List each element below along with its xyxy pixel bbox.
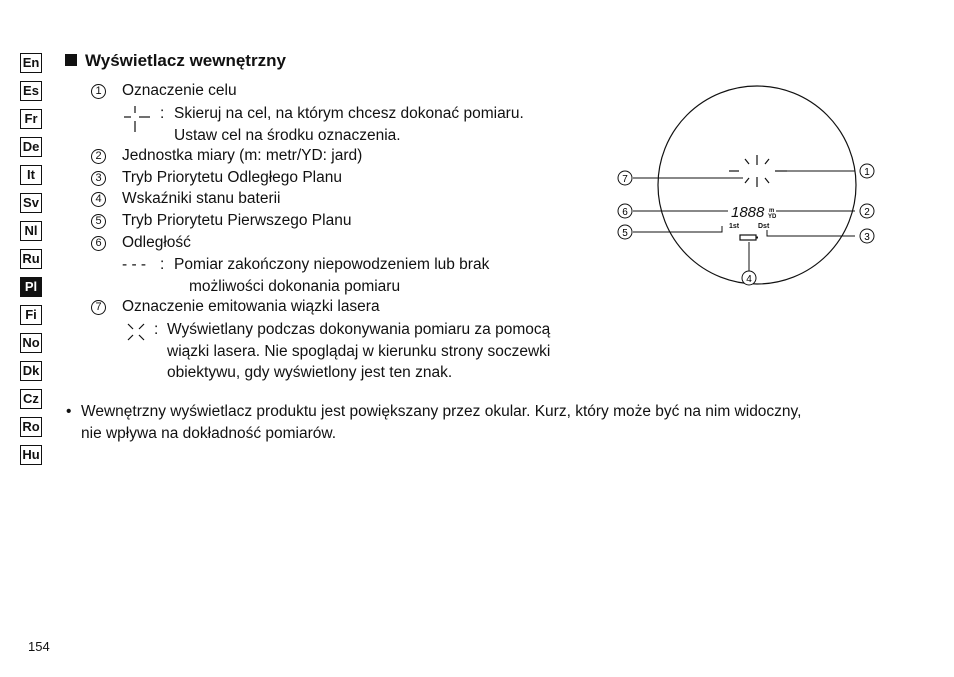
callout-4	[742, 271, 756, 285]
bullet-icon: •	[66, 403, 72, 420]
item-number: 6	[91, 236, 106, 251]
svg-text:5: 5	[622, 228, 628, 239]
item-number: 5	[91, 214, 106, 229]
svg-text:1: 1	[864, 167, 870, 178]
mode-dist: Dst	[758, 223, 770, 230]
colon: :	[160, 105, 165, 122]
unit-m: m	[769, 208, 775, 214]
dash-symbol: - - -	[122, 256, 147, 273]
lang-tab-sv[interactable]: Sv	[20, 193, 42, 213]
colon: :	[160, 256, 165, 273]
item-desc-line: Wyświetlany podczas dokonywania pomiaru za pomocą	[167, 321, 551, 338]
lang-tab-fi[interactable]: Fi	[20, 305, 42, 325]
lang-tab-ro[interactable]: Ro	[20, 417, 42, 437]
battery-icon	[740, 235, 756, 240]
item-label: Odległość	[122, 234, 191, 251]
item-label: Tryb Priorytetu Pierwszego Planu	[122, 212, 352, 229]
lang-tab-ru[interactable]: Ru	[20, 249, 42, 269]
display-diagram	[600, 85, 900, 290]
item-label: Jednostka miary (m: metr/YD: jard)	[122, 147, 363, 164]
item-desc-line: Skieruj na cel, na którym chcesz dokonać pomiaru.	[174, 105, 524, 122]
lang-tab-dk[interactable]: Dk	[20, 361, 42, 381]
item-desc-line: Pomiar zakończony niepowodzeniem lub brak	[174, 256, 490, 273]
mode-first: 1st	[729, 223, 740, 230]
item-desc-line: Ustaw cel na środku oznaczenia.	[174, 127, 401, 144]
item-number: 2	[91, 149, 106, 164]
callout-7	[618, 171, 632, 185]
svg-text:6: 6	[622, 207, 628, 218]
item-number: 3	[91, 171, 106, 186]
callout-2	[860, 204, 874, 218]
unit-yd: YD	[768, 214, 777, 220]
lang-tab-de[interactable]: De	[20, 137, 42, 157]
svg-text:7: 7	[622, 174, 628, 185]
bullet-note-line: Wewnętrzny wyświetlacz produktu jest powiększany przez okular. Kurz, który może być na nim widoczny,	[81, 403, 802, 420]
item-desc-line: możliwości dokonania pomiaru	[189, 278, 401, 295]
section-title: Wyświetlacz wewnętrzny	[65, 51, 286, 71]
lang-tab-it[interactable]: It	[20, 165, 42, 185]
lang-tab-en[interactable]: En	[20, 53, 42, 73]
lang-tab-no[interactable]: No	[20, 333, 42, 353]
svg-text:2: 2	[864, 207, 870, 218]
callout-5	[618, 225, 632, 239]
square-bullet-icon	[65, 54, 77, 66]
distance-display: 1888	[731, 204, 765, 221]
lang-tab-hu[interactable]: Hu	[20, 445, 42, 465]
svg-text:4: 4	[746, 274, 752, 285]
svg-text:3: 3	[864, 232, 870, 243]
item-number: 4	[91, 192, 106, 207]
item-desc-line: wiązki lasera. Nie spoglądaj w kierunku strony soczewki	[167, 343, 551, 360]
target-mark-icon	[122, 104, 152, 134]
lang-tab-nl[interactable]: Nl	[20, 221, 42, 241]
item-label: Wskaźniki stanu baterii	[122, 190, 281, 207]
item-number: 1	[91, 84, 106, 99]
bullet-note-line: nie wpływa na dokładność pomiarów.	[81, 425, 337, 442]
item-label: Oznaczenie celu	[122, 82, 237, 99]
lang-tab-pl[interactable]: Pl	[20, 277, 42, 297]
item-label: Tryb Priorytetu Odległego Planu	[122, 169, 342, 186]
leader-5	[633, 226, 722, 232]
colon: :	[154, 321, 159, 338]
callout-3	[860, 229, 874, 243]
lang-tab-cz[interactable]: Cz	[20, 389, 42, 409]
laser-mark-icon	[124, 320, 148, 344]
item-desc-line: obiektywu, gdy wyświetlony jest ten znak.	[167, 364, 453, 381]
callout-6	[618, 204, 632, 218]
lang-tab-es[interactable]: Es	[20, 81, 42, 101]
item-label: Oznaczenie emitowania wiązki lasera	[122, 298, 380, 315]
item-number: 7	[91, 300, 106, 315]
callout-1	[860, 164, 874, 178]
page-number: 154	[28, 639, 50, 654]
lang-tab-fr[interactable]: Fr	[20, 109, 42, 129]
